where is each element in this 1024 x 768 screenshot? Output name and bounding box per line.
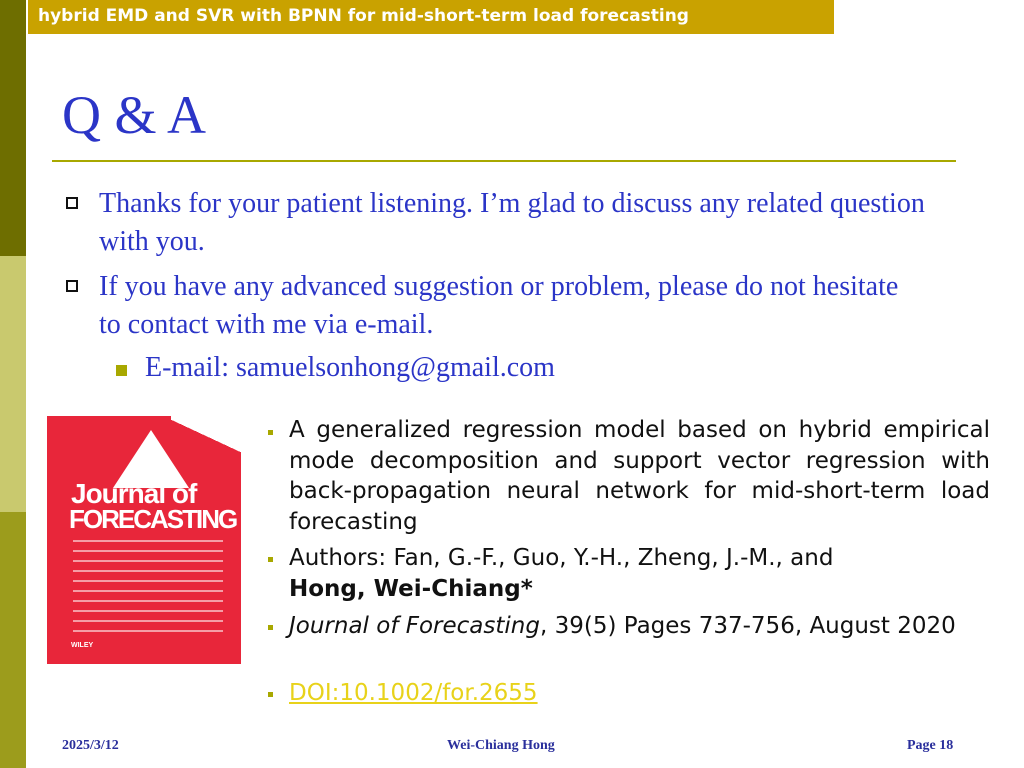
bullet-contact xyxy=(99,268,898,344)
authors-highlight: Hong, Wei-Chiang* xyxy=(289,575,533,602)
authors-prefix: Authors: Fan, G.-F., Guo, Y.-H., Zheng, J.-M., and xyxy=(289,545,834,571)
header-title: hybrid EMD and SVR with BPNN for mid-short-term load forecasting xyxy=(38,6,689,26)
bullet-thanks xyxy=(99,185,925,261)
footer-date: 2025/3/12 xyxy=(62,738,119,753)
slide-title: Q & A xyxy=(62,85,207,145)
filled-square-bullet-icon xyxy=(116,365,127,376)
left-accent-bar-top xyxy=(0,0,26,256)
reference-authors xyxy=(289,543,833,604)
small-square-bullet-icon xyxy=(268,692,273,697)
email-text[interactable]: E-mail: samuelsonhong@gmail.com xyxy=(145,352,555,383)
bullet-contact-line2: to contact with me via e-mail. xyxy=(99,309,434,340)
doi-link[interactable]: DOI:10.1002/for.2655 xyxy=(289,680,538,706)
reference-journal xyxy=(289,611,989,642)
hollow-square-bullet-icon xyxy=(66,280,78,292)
journal-name: Journal of Forecasting xyxy=(289,613,540,639)
left-accent-bar-bottom xyxy=(0,512,26,768)
reference-title: A generalized regression model based on hybrid empirical mode decomposition and support vector regression with back-propagation neural network for mid-short-term load forecasting xyxy=(289,417,990,535)
left-accent-bar-middle xyxy=(0,256,26,512)
journal-cover-image xyxy=(47,416,241,664)
reference-doi xyxy=(289,678,538,709)
small-square-bullet-icon xyxy=(268,557,273,562)
bullet-thanks-line1: Thanks for your patient listening. I’m glad to discuss any related question xyxy=(99,188,925,219)
cover-journal-title-line1: Journal of xyxy=(71,478,197,509)
bullet-contact-line1: If you have any advanced suggestion or problem, please do not hesitate xyxy=(99,271,899,302)
cover-publisher: WILEY xyxy=(71,642,94,649)
footer-author: Wei-Chiang Hong xyxy=(447,738,555,753)
small-square-bullet-icon xyxy=(268,430,273,435)
cover-journal-title-line2: FORECASTING xyxy=(69,504,237,534)
journal-details: , 39(5) Pages 737-756, August 2020 xyxy=(539,613,956,639)
footer-page-number: Page 18 xyxy=(907,738,954,753)
title-divider xyxy=(52,160,956,162)
bullet-thanks-line2: with you. xyxy=(99,226,205,257)
hollow-square-bullet-icon xyxy=(66,197,78,209)
small-square-bullet-icon xyxy=(268,625,273,630)
cover-contents-lines xyxy=(73,540,223,640)
